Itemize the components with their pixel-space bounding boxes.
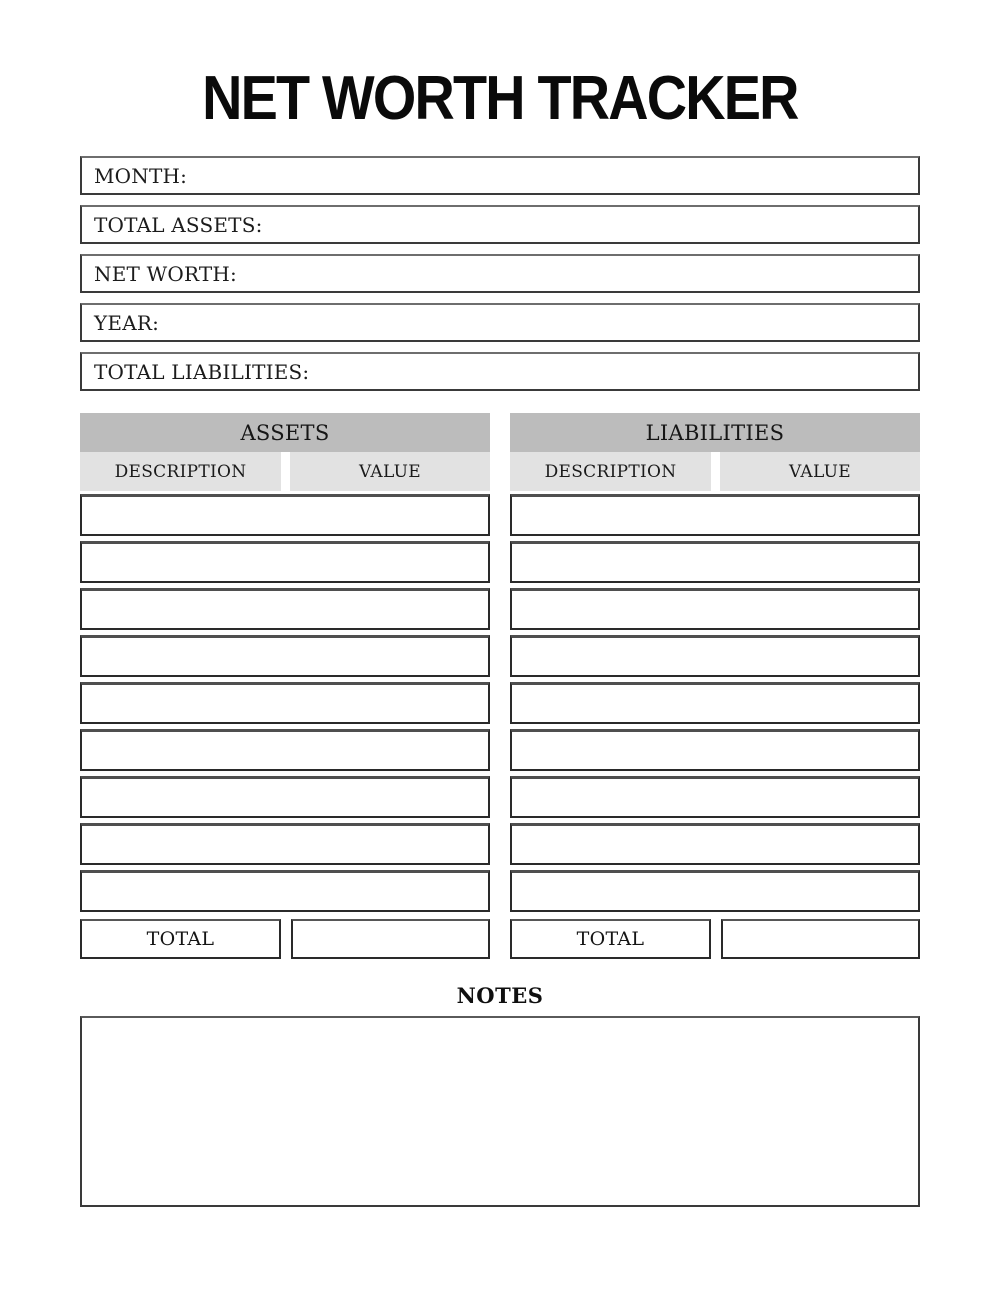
field-net-worth-value[interactable] [237,256,906,291]
liabilities-column-headers [510,452,920,491]
assets-description-header: DESCRIPTION [80,452,281,491]
asset-row[interactable] [80,494,490,536]
asset-row[interactable] [80,682,490,724]
field-net-worth[interactable] [80,254,920,293]
liabilities-table [510,413,920,959]
assets-total-label: TOTAL [80,919,281,959]
liability-row[interactable] [510,870,920,912]
field-month-value[interactable] [187,158,906,193]
assets-total-row [80,919,490,959]
liabilities-description-header: DESCRIPTION [510,452,711,491]
asset-row[interactable] [80,823,490,865]
liability-row[interactable] [510,494,920,536]
field-total-liabilities-value[interactable] [309,354,906,389]
field-month-label: MONTH: [94,163,188,188]
assets-table-title: ASSETS [80,413,490,452]
liabilities-value-header: VALUE [720,452,920,491]
liability-row[interactable] [510,682,920,724]
liability-row[interactable] [510,729,920,771]
liabilities-rows [510,494,920,912]
asset-row[interactable] [80,870,490,912]
liability-row[interactable] [510,635,920,677]
field-total-assets-value[interactable] [263,207,906,242]
page-title-text: NET WORTH TRACKER [202,64,798,133]
field-year-value[interactable] [159,305,906,340]
assets-total-value[interactable] [291,919,490,959]
assets-rows [80,494,490,912]
field-total-liabilities[interactable] [80,352,920,391]
field-month[interactable] [80,156,920,195]
summary-fields [80,156,920,391]
asset-row[interactable] [80,729,490,771]
liabilities-total-row [510,919,920,959]
liability-row[interactable] [510,541,920,583]
field-total-assets-label: TOTAL ASSETS: [94,212,263,237]
field-total-assets[interactable] [80,205,920,244]
asset-row[interactable] [80,588,490,630]
field-total-liabilities-label: TOTAL LIABILITIES: [94,359,310,384]
field-year[interactable] [80,303,920,342]
liability-row[interactable] [510,588,920,630]
liability-row[interactable] [510,823,920,865]
asset-row[interactable] [80,776,490,818]
liabilities-total-label: TOTAL [510,919,711,959]
field-net-worth-label: NET WORTH: [94,261,237,286]
assets-value-header: VALUE [290,452,490,491]
page-title [0,0,1000,133]
asset-row[interactable] [80,541,490,583]
liabilities-total-value[interactable] [721,919,920,959]
liabilities-table-title: LIABILITIES [510,413,920,452]
liability-row[interactable] [510,776,920,818]
assets-column-headers [80,452,490,491]
notes-box[interactable] [80,1016,920,1207]
tables-section [80,413,920,959]
assets-table [80,413,490,959]
notes-heading: NOTES [456,983,544,1008]
field-year-label: YEAR: [94,310,160,335]
asset-row[interactable] [80,635,490,677]
